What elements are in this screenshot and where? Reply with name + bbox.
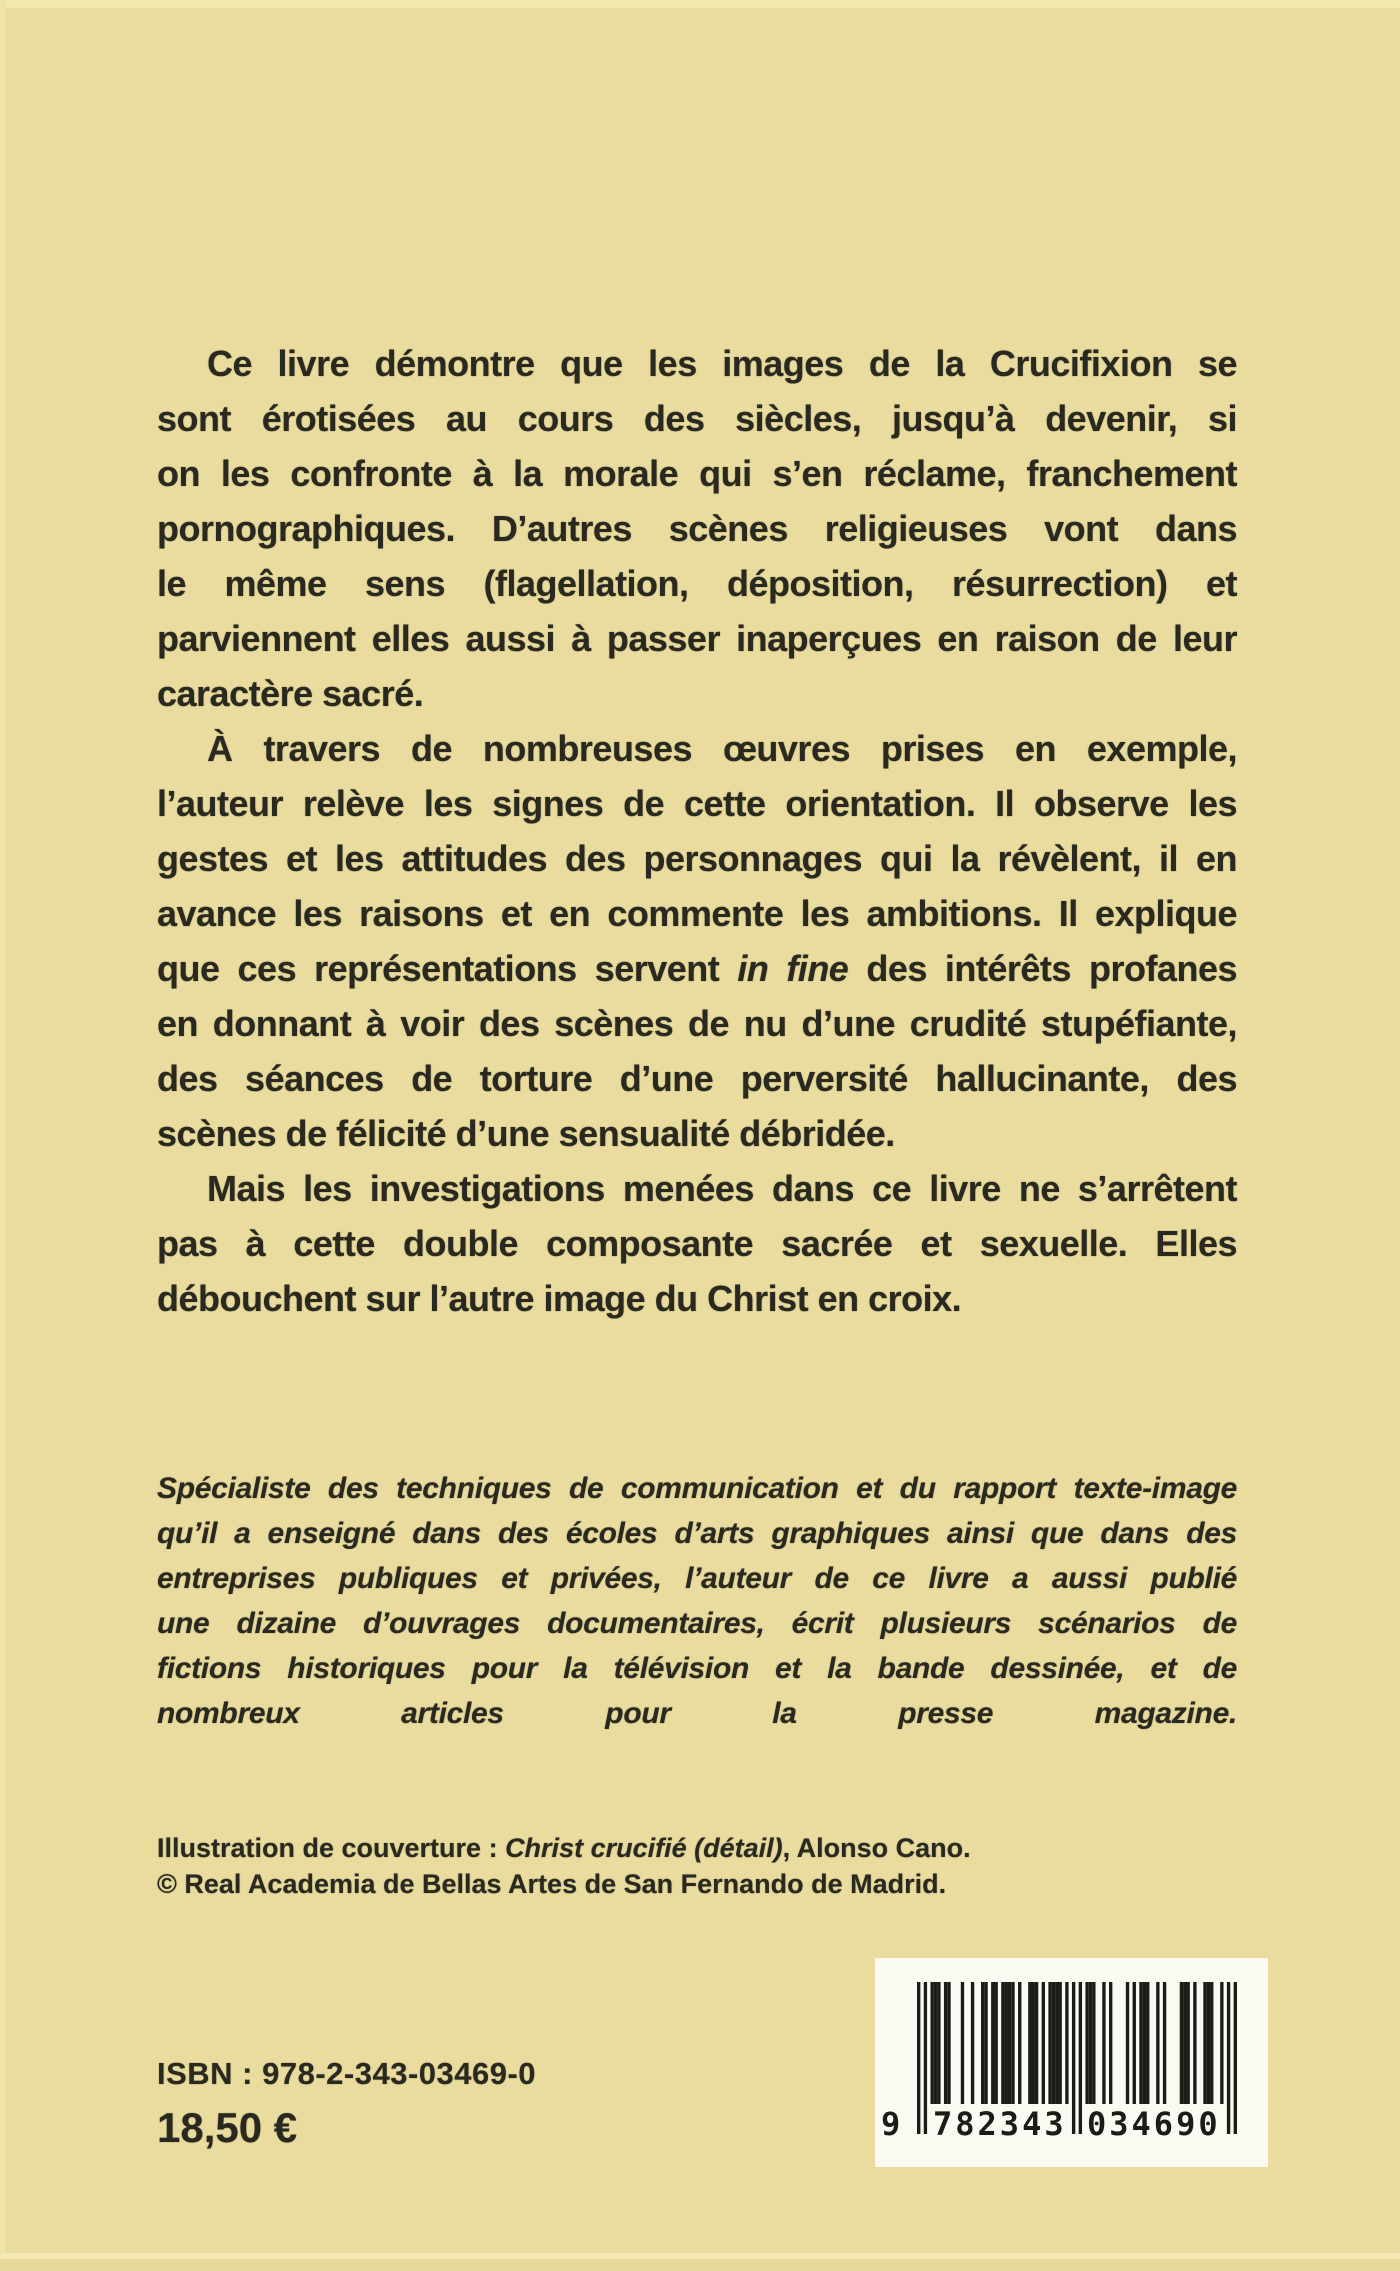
synopsis-line: Mais les investigations menées dans ce livre ne s’arrêtent xyxy=(207,1168,1237,1209)
synopsis-line: des séances de torture d’une perversité hallucinante, des xyxy=(157,1058,1237,1099)
price: 18,50 € xyxy=(157,2104,298,2151)
scan-edge-left xyxy=(0,0,6,2271)
synopsis-line: le même sens (flagellation, déposition, résurrection) et xyxy=(157,563,1237,604)
bio-line: nombreux articles pour la presse magazine. xyxy=(157,1697,1237,1730)
bio-line: fictions historiques pour la télévision et la bande dessinée, et de xyxy=(157,1652,1237,1685)
synopsis-line: gestes et les attitudes des personnages qui la révèlent, il en xyxy=(157,838,1237,879)
bio-line: une dizaine d’ouvrages documentaires, écrit plusieurs scénarios de xyxy=(157,1607,1237,1640)
synopsis-line: pornographiques. D’autres scènes religieuses vont dans xyxy=(157,508,1237,549)
cover-credit xyxy=(157,1830,1257,1902)
synopsis-line: pas à cette double composante sacrée et sexuelle. Elles xyxy=(157,1223,1237,1264)
infine-post: des intérêts profanes xyxy=(848,948,1237,989)
bio-line: entreprises publiques et privées, l’auteur de ce livre a aussi publié xyxy=(157,1562,1237,1595)
author-bio xyxy=(157,1466,1237,1736)
synopsis-line: sont érotisées au cours des siècles, jusqu’à devenir, si xyxy=(157,398,1237,439)
synopsis-line: débouchent sur l’autre image du Christ en croix. xyxy=(157,1278,962,1319)
barcode xyxy=(875,1958,1268,2167)
synopsis-line-infine xyxy=(157,941,1237,996)
infine-pre: que ces représentations servent xyxy=(157,948,738,989)
credit-artwork-title: Christ crucifié (détail) xyxy=(505,1833,783,1863)
synopsis-line: en donnant à voir des scènes de nu d’une crudité stupéfiante, xyxy=(157,1003,1237,1044)
credit-post: , Alonso Cano. xyxy=(782,1833,971,1863)
bio-line: Spécialiste des techniques de communication et du rapport texte-image xyxy=(157,1472,1237,1505)
synopsis-line: avance les raisons et en commente les ambitions. Il explique xyxy=(157,893,1237,934)
synopsis-line: Ce livre démontre que les images de la Crucifixion se xyxy=(207,343,1237,384)
scan-edge-foot xyxy=(0,2259,1400,2271)
copyright-line: © Real Academia de Bellas Artes de San Fernando de Madrid. xyxy=(157,1869,947,1899)
synopsis-line: À travers de nombreuses œuvres prises en exemple, xyxy=(207,728,1237,769)
synopsis-line: l’auteur relève les signes de cette orientation. Il observe les xyxy=(157,783,1237,824)
synopsis-text xyxy=(157,336,1237,1326)
barcode-digits-right: 034690 xyxy=(1087,2105,1221,2143)
synopsis-line: on les confronte à la morale qui s’en réclame, franchement xyxy=(157,453,1237,494)
cover-credit-line xyxy=(157,1830,1257,1866)
scan-edge-top xyxy=(0,0,1400,8)
isbn: ISBN : 978-2-343-03469-0 xyxy=(157,2056,537,2091)
infine-italic: in fine xyxy=(737,948,849,989)
synopsis-line: caractère sacré. xyxy=(157,673,424,714)
barcode-digit-first: 9 xyxy=(881,2105,904,2143)
barcode-digits-left: 782343 xyxy=(933,2105,1067,2143)
synopsis-line: parviennent elles aussi à passer inaperçues en raison de leur xyxy=(157,618,1237,659)
credit-pre: Illustration de couverture : xyxy=(157,1833,506,1863)
bio-line: qu’il a enseigné dans des écoles d’arts graphiques ainsi que dans des xyxy=(157,1517,1237,1550)
synopsis-line: scènes de félicité d’une sensualité débridée. xyxy=(157,1113,895,1154)
